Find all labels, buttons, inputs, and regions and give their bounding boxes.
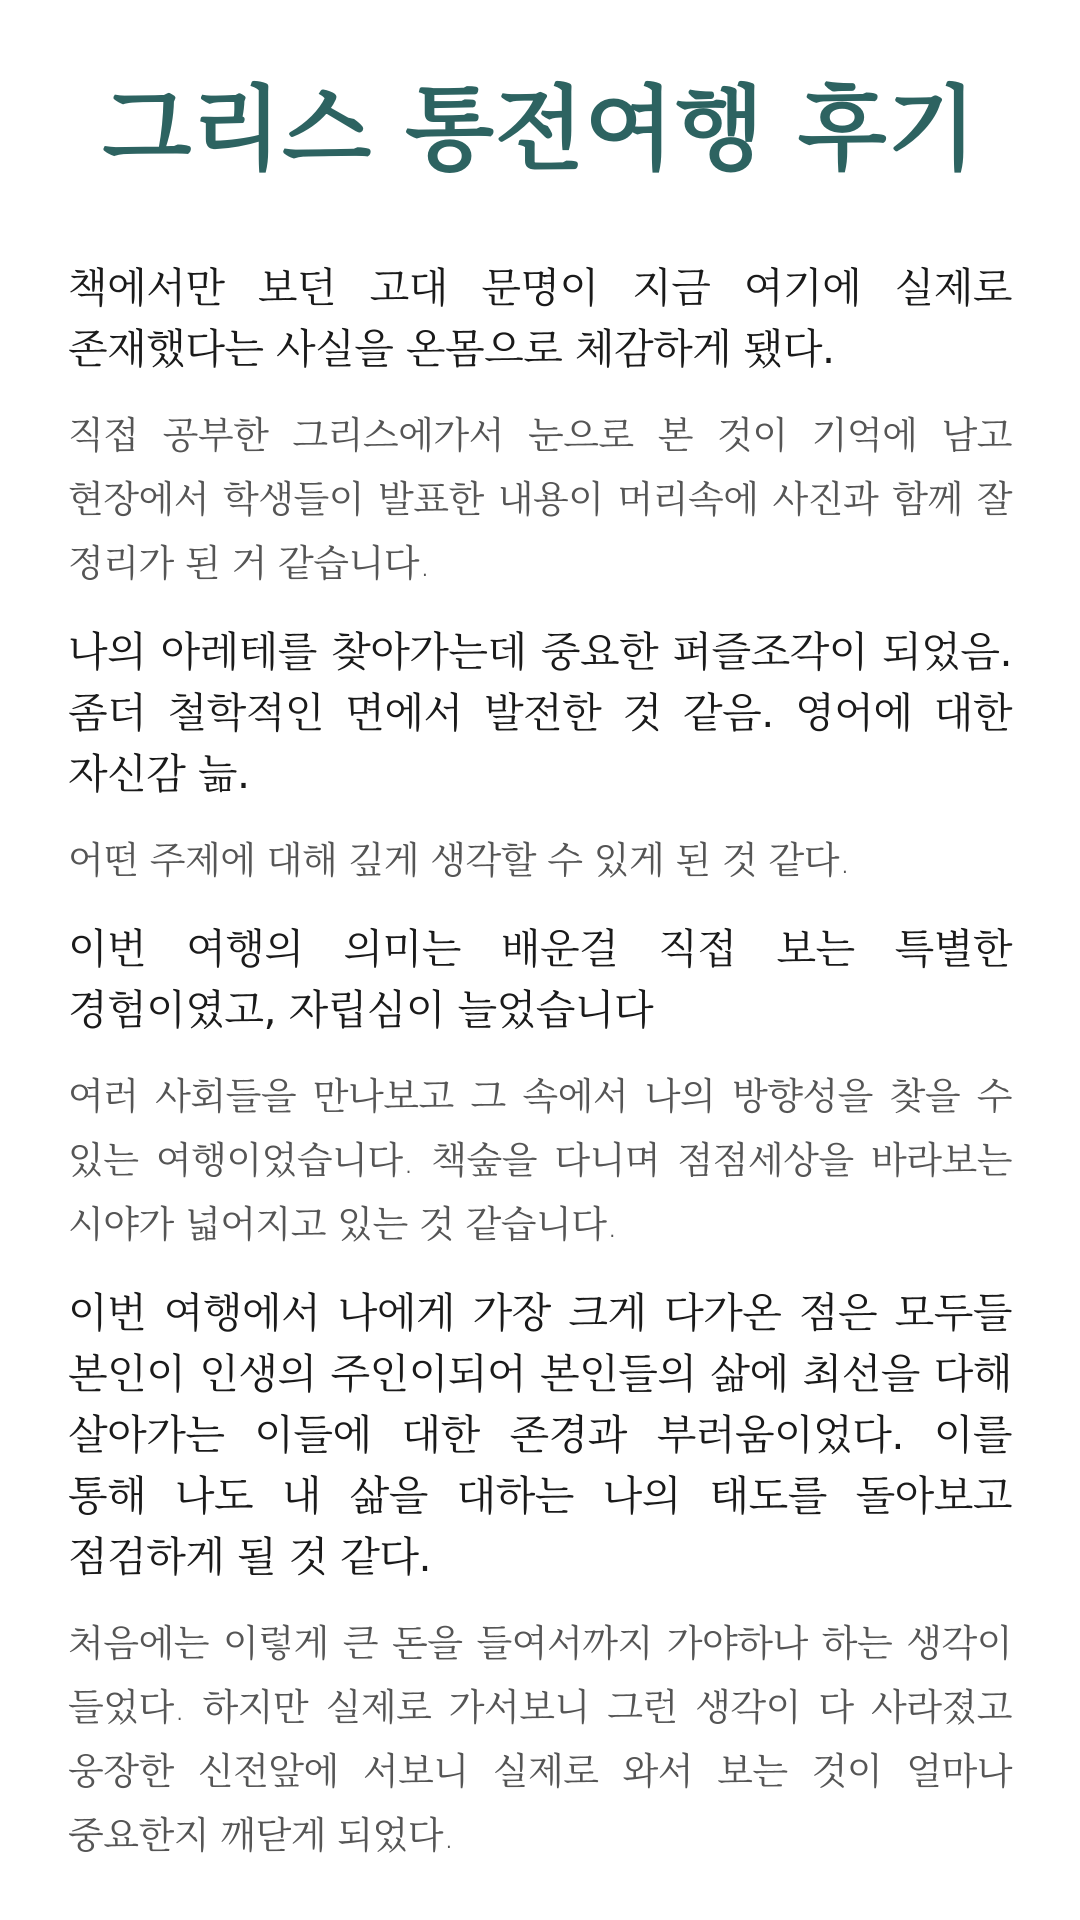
review-item	[68, 1283, 1012, 1868]
review-body: 여러 사회들을 만나보고 그 속에서 나의 방향성을 찾을 수 있는 여행이었습니다. 책숲을 다니며 점점세상을 바라보는 시야가 넓어지고 있는 것 같습니다.	[68, 1075, 1012, 1246]
page-title: 그리스 통전여행 후기	[102, 76, 978, 183]
review-item	[68, 919, 1012, 1257]
review-body: 어떤 주제에 대해 깊게 생각할 수 있게 된 것 같다.	[68, 839, 851, 882]
review-item	[68, 258, 1012, 596]
review-headline: 이번 여행의 의미는 배운걸 직접 보는 특별한 경험이였고, 자립심이 늘었습니다	[68, 925, 1012, 1034]
review-body: 직접 공부한 그리스에가서 눈으로 본 것이 기억에 남고 현장에서 학생들이 발표한 내용이 머리속에 사진과 함께 잘 정리가 된 거 같습니다.	[68, 414, 1012, 585]
review-headline: 나의 아레테를 찾아가는데 중요한 퍼즐조각이 되었음. 좀더 철학적인 면에서 발전한 것 같음. 영어에 대한 자신감 늚.	[68, 628, 1012, 798]
review-headline: 책에서만 보던 고대 문명이 지금 여기에 실제로 존재했다는 사실을 온몸으로 체감하게 됐다.	[68, 264, 1012, 373]
review-list	[68, 258, 1012, 1868]
review-item	[68, 622, 1012, 893]
review-headline: 이번 여행에서 나에게 가장 크게 다가온 점은 모두들 본인이 인생의 주인이되어 본인들의 삶에 최선을 다해 살아가는 이들에 대한 존경과 부러움이었다. 이를 통해 나도 내 삶을 대하는 나의 태도를 돌아보고 점검하게 될 것 같다.	[68, 1289, 1012, 1581]
review-body: 처음에는 이렇게 큰 돈을 들여서까지 가야하나 하는 생각이 들었다. 하지만 실제로 가서보니 그런 생각이 다 사라졌고 웅장한 신전앞에 서보니 실제로 와서 보는 것이 얼마나 중요한지 깨닫게 되었다.	[68, 1622, 1012, 1857]
